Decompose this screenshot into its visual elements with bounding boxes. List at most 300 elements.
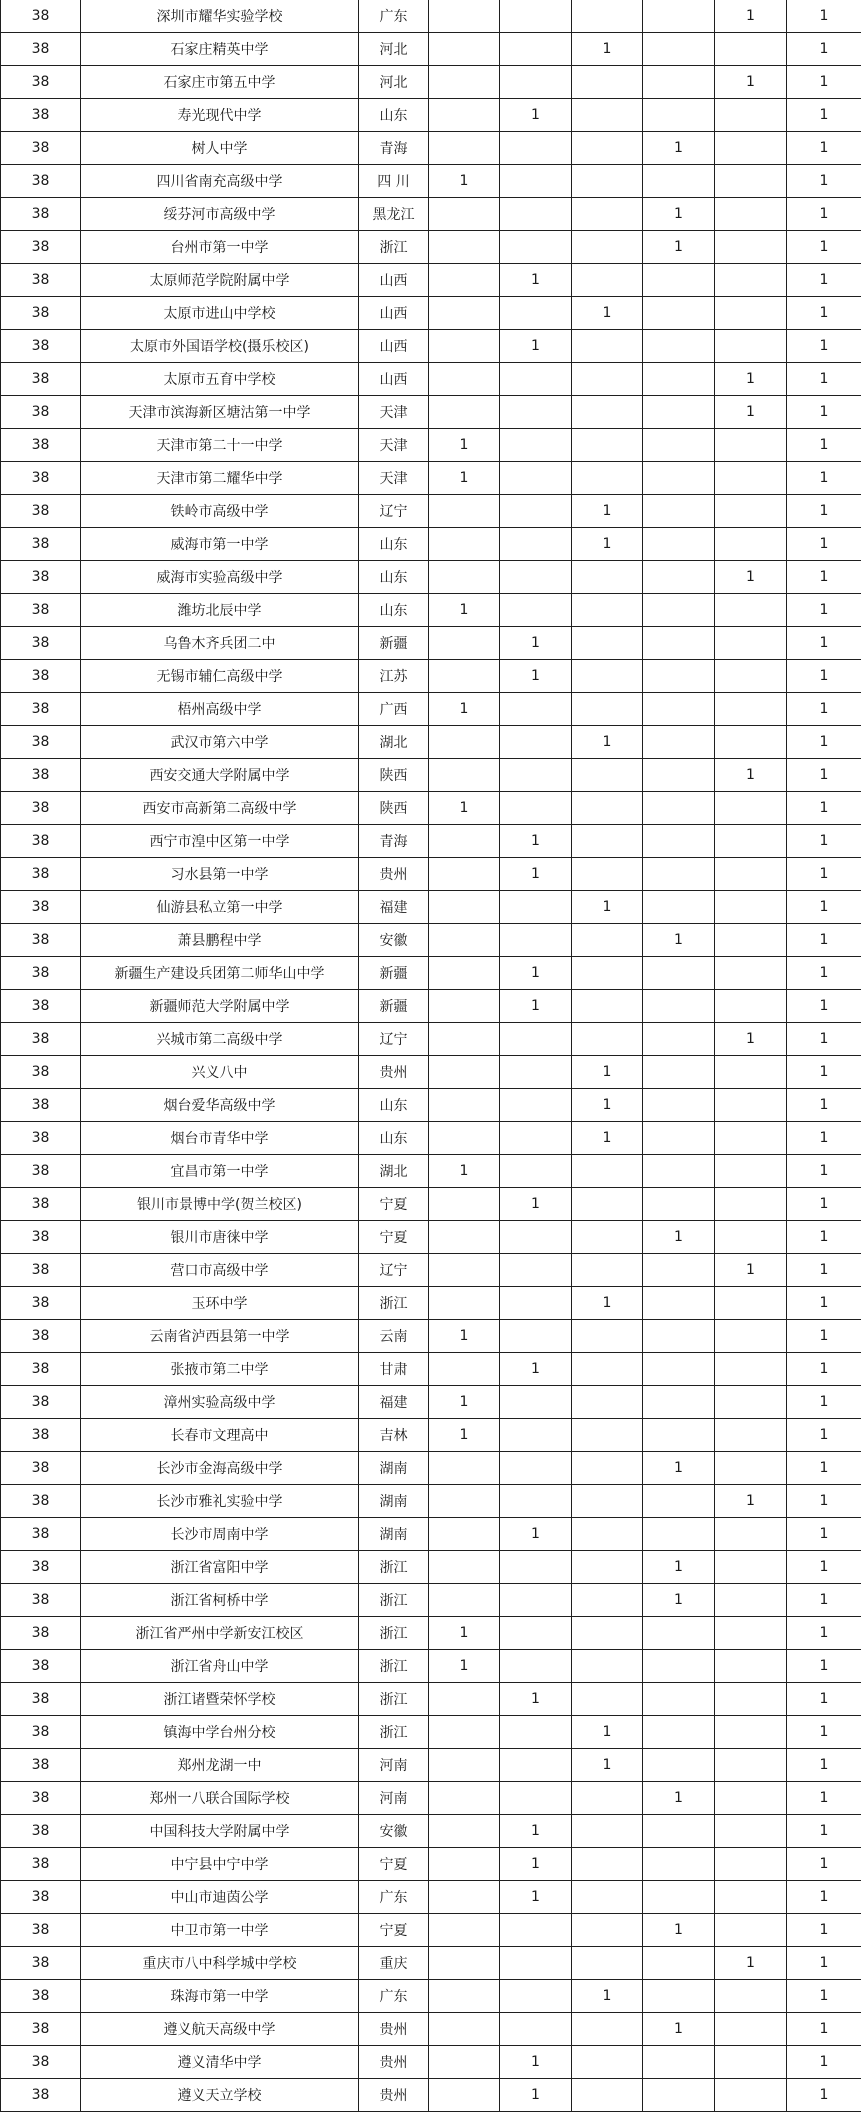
count-col-2-cell: 1 (500, 858, 572, 891)
count-col-2-cell (500, 693, 572, 726)
rank-cell: 38 (1, 858, 81, 891)
school-name-cell: 中宁县中宁中学 (81, 1848, 359, 1881)
school-name-cell: 萧县鹏程中学 (81, 924, 359, 957)
school-name-cell: 浙江省富阳中学 (81, 1551, 359, 1584)
province-cell: 山西 (359, 363, 429, 396)
count-col-5-cell (715, 825, 787, 858)
total-cell: 1 (787, 2079, 861, 2112)
count-col-5-cell: 1 (715, 363, 787, 396)
count-col-4-cell (643, 726, 715, 759)
province-cell: 湖北 (359, 1155, 429, 1188)
count-col-3-cell (572, 627, 643, 660)
count-col-2-cell: 1 (500, 1815, 572, 1848)
count-col-4-cell (643, 1815, 715, 1848)
total-cell: 1 (787, 363, 861, 396)
count-col-5-cell: 1 (715, 66, 787, 99)
province-cell: 辽宁 (359, 1254, 429, 1287)
count-col-5-cell (715, 165, 787, 198)
count-col-3-cell (572, 1947, 643, 1980)
count-col-2-cell (500, 1122, 572, 1155)
count-col-1-cell: 1 (429, 1419, 500, 1452)
count-col-2-cell (500, 561, 572, 594)
count-col-2-cell (500, 429, 572, 462)
school-name-cell: 威海市实验高级中学 (81, 561, 359, 594)
school-name-cell: 四川省南充高级中学 (81, 165, 359, 198)
table-row (1, 1188, 861, 1221)
count-col-2-cell (500, 1419, 572, 1452)
count-col-4-cell (643, 891, 715, 924)
total-cell: 1 (787, 1320, 861, 1353)
count-col-3-cell (572, 1155, 643, 1188)
count-col-3-cell (572, 1683, 643, 1716)
count-col-5-cell (715, 1617, 787, 1650)
count-col-4-cell (643, 957, 715, 990)
count-col-5-cell (715, 1914, 787, 1947)
total-cell: 1 (787, 561, 861, 594)
province-cell: 青海 (359, 132, 429, 165)
count-col-4-cell (643, 1683, 715, 1716)
rank-cell: 38 (1, 1848, 81, 1881)
province-cell: 贵州 (359, 1056, 429, 1089)
count-col-1-cell (429, 99, 500, 132)
rank-cell: 38 (1, 0, 81, 33)
count-col-1-cell (429, 1188, 500, 1221)
table-row (1, 660, 861, 693)
count-col-1-cell (429, 924, 500, 957)
count-col-1-cell (429, 1848, 500, 1881)
count-col-1-cell: 1 (429, 1650, 500, 1683)
count-col-3-cell: 1 (572, 528, 643, 561)
total-cell: 1 (787, 165, 861, 198)
rank-cell: 38 (1, 1749, 81, 1782)
school-name-cell: 中山市迪茵公学 (81, 1881, 359, 1914)
count-col-5-cell (715, 627, 787, 660)
count-col-4-cell (643, 528, 715, 561)
province-cell: 宁夏 (359, 1221, 429, 1254)
count-col-1-cell (429, 198, 500, 231)
count-col-2-cell (500, 1452, 572, 1485)
count-col-1-cell (429, 1089, 500, 1122)
count-col-5-cell (715, 924, 787, 957)
count-col-3-cell (572, 990, 643, 1023)
total-cell: 1 (787, 264, 861, 297)
rank-cell: 38 (1, 792, 81, 825)
rank-cell: 38 (1, 1452, 81, 1485)
count-col-5-cell (715, 1056, 787, 1089)
school-name-cell: 深圳市耀华实验学校 (81, 0, 359, 33)
province-cell: 宁夏 (359, 1914, 429, 1947)
count-col-5-cell (715, 594, 787, 627)
count-col-2-cell (500, 726, 572, 759)
province-cell: 安徽 (359, 1815, 429, 1848)
rank-cell: 38 (1, 198, 81, 231)
province-cell: 新疆 (359, 627, 429, 660)
rank-cell: 38 (1, 396, 81, 429)
count-col-5-cell (715, 1452, 787, 1485)
count-col-1-cell (429, 1881, 500, 1914)
count-col-3-cell (572, 660, 643, 693)
count-col-2-cell (500, 1914, 572, 1947)
count-col-1-cell: 1 (429, 792, 500, 825)
table-row (1, 165, 861, 198)
count-col-5-cell: 1 (715, 0, 787, 33)
province-cell: 新疆 (359, 990, 429, 1023)
table-row (1, 858, 861, 891)
count-col-3-cell: 1 (572, 1980, 643, 2013)
count-col-4-cell (643, 462, 715, 495)
rank-cell: 38 (1, 957, 81, 990)
count-col-4-cell: 1 (643, 231, 715, 264)
count-col-1-cell (429, 1980, 500, 2013)
total-cell: 1 (787, 792, 861, 825)
count-col-1-cell (429, 66, 500, 99)
school-name-cell: 兴义八中 (81, 1056, 359, 1089)
total-cell: 1 (787, 825, 861, 858)
count-col-3-cell (572, 1914, 643, 1947)
school-name-cell: 太原师范学院附属中学 (81, 264, 359, 297)
table-row (1, 1452, 861, 1485)
count-col-3-cell: 1 (572, 297, 643, 330)
table-row (1, 1485, 861, 1518)
count-col-4-cell: 1 (643, 924, 715, 957)
count-col-3-cell (572, 792, 643, 825)
count-col-5-cell (715, 264, 787, 297)
count-col-2-cell: 1 (500, 1881, 572, 1914)
total-cell: 1 (787, 1782, 861, 1815)
total-cell: 1 (787, 198, 861, 231)
total-cell: 1 (787, 66, 861, 99)
count-col-3-cell: 1 (572, 33, 643, 66)
count-col-5-cell (715, 1386, 787, 1419)
school-name-cell: 长春市文理高中 (81, 1419, 359, 1452)
table-row (1, 1551, 861, 1584)
count-col-5-cell (715, 132, 787, 165)
rank-cell: 38 (1, 99, 81, 132)
count-col-5-cell (715, 660, 787, 693)
count-col-5-cell (715, 1551, 787, 1584)
province-cell: 山西 (359, 264, 429, 297)
table-row (1, 1881, 861, 1914)
count-col-3-cell (572, 1386, 643, 1419)
total-cell: 1 (787, 1650, 861, 1683)
province-cell: 河北 (359, 66, 429, 99)
count-col-3-cell (572, 693, 643, 726)
table-row (1, 1815, 861, 1848)
count-col-5-cell (715, 1353, 787, 1386)
count-col-5-cell (715, 792, 787, 825)
province-cell: 陕西 (359, 759, 429, 792)
total-cell: 1 (787, 132, 861, 165)
school-name-cell: 新疆生产建设兵团第二师华山中学 (81, 957, 359, 990)
count-col-3-cell: 1 (572, 1749, 643, 1782)
table-row (1, 198, 861, 231)
rank-cell: 38 (1, 1023, 81, 1056)
province-cell: 山西 (359, 330, 429, 363)
count-col-3-cell (572, 231, 643, 264)
count-col-2-cell: 1 (500, 1188, 572, 1221)
count-col-3-cell (572, 759, 643, 792)
count-col-5-cell: 1 (715, 759, 787, 792)
count-col-5-cell (715, 891, 787, 924)
count-col-2-cell (500, 1287, 572, 1320)
count-col-2-cell (500, 1221, 572, 1254)
count-col-4-cell (643, 1650, 715, 1683)
count-col-5-cell (715, 858, 787, 891)
count-col-4-cell (643, 561, 715, 594)
count-col-5-cell (715, 990, 787, 1023)
count-col-2-cell (500, 1584, 572, 1617)
school-name-cell: 习水县第一中学 (81, 858, 359, 891)
total-cell: 1 (787, 1089, 861, 1122)
count-col-4-cell (643, 1716, 715, 1749)
count-col-2-cell (500, 1089, 572, 1122)
count-col-5-cell (715, 330, 787, 363)
rank-cell: 38 (1, 1221, 81, 1254)
count-col-1-cell: 1 (429, 1155, 500, 1188)
table-row (1, 1419, 861, 1452)
total-cell: 1 (787, 1254, 861, 1287)
count-col-1-cell (429, 528, 500, 561)
province-cell: 河南 (359, 1749, 429, 1782)
table-row (1, 957, 861, 990)
rank-cell: 38 (1, 594, 81, 627)
total-cell: 1 (787, 1386, 861, 1419)
province-cell: 黑龙江 (359, 198, 429, 231)
count-col-1-cell (429, 1452, 500, 1485)
count-col-3-cell (572, 825, 643, 858)
count-col-4-cell (643, 33, 715, 66)
rank-cell: 38 (1, 1155, 81, 1188)
rank-cell: 38 (1, 1815, 81, 1848)
table-row (1, 726, 861, 759)
count-col-4-cell (643, 660, 715, 693)
school-name-cell: 太原市外国语学校(摄乐校区) (81, 330, 359, 363)
count-col-1-cell (429, 495, 500, 528)
rank-cell: 38 (1, 1485, 81, 1518)
count-col-1-cell (429, 2013, 500, 2046)
rank-cell: 38 (1, 132, 81, 165)
province-cell: 山东 (359, 1089, 429, 1122)
table-row (1, 1221, 861, 1254)
count-col-4-cell (643, 1089, 715, 1122)
count-col-2-cell (500, 66, 572, 99)
rank-cell: 38 (1, 1287, 81, 1320)
total-cell: 1 (787, 1155, 861, 1188)
count-col-4-cell (643, 297, 715, 330)
school-name-cell: 遵义天立学校 (81, 2079, 359, 2112)
count-col-4-cell (643, 1287, 715, 1320)
rank-cell: 38 (1, 66, 81, 99)
table-row (1, 1254, 861, 1287)
table-row (1, 1848, 861, 1881)
count-col-2-cell: 1 (500, 99, 572, 132)
rank-cell: 38 (1, 1419, 81, 1452)
count-col-1-cell (429, 132, 500, 165)
count-col-3-cell: 1 (572, 1287, 643, 1320)
total-cell: 1 (787, 594, 861, 627)
total-cell: 1 (787, 957, 861, 990)
rank-cell: 38 (1, 891, 81, 924)
province-cell: 贵州 (359, 2079, 429, 2112)
count-col-2-cell: 1 (500, 330, 572, 363)
rank-cell: 38 (1, 231, 81, 264)
total-cell: 1 (787, 1716, 861, 1749)
table-row (1, 1023, 861, 1056)
count-col-1-cell (429, 2046, 500, 2079)
school-name-cell: 郑州龙湖一中 (81, 1749, 359, 1782)
table-row (1, 891, 861, 924)
count-col-3-cell: 1 (572, 1122, 643, 1155)
rank-cell: 38 (1, 528, 81, 561)
count-col-1-cell (429, 1584, 500, 1617)
count-col-1-cell (429, 561, 500, 594)
count-col-4-cell (643, 1980, 715, 2013)
count-col-2-cell (500, 1320, 572, 1353)
school-name-cell: 西宁市湟中区第一中学 (81, 825, 359, 858)
total-cell: 1 (787, 0, 861, 33)
count-col-5-cell (715, 1287, 787, 1320)
rank-cell: 38 (1, 627, 81, 660)
count-col-5-cell (715, 1650, 787, 1683)
total-cell: 1 (787, 1617, 861, 1650)
count-col-2-cell (500, 1485, 572, 1518)
school-name-cell: 宜昌市第一中学 (81, 1155, 359, 1188)
count-col-1-cell (429, 825, 500, 858)
count-col-4-cell (643, 1947, 715, 1980)
rank-cell: 38 (1, 1386, 81, 1419)
count-col-2-cell (500, 297, 572, 330)
count-col-2-cell (500, 792, 572, 825)
rank-cell: 38 (1, 1122, 81, 1155)
table-row (1, 0, 861, 33)
province-cell: 吉林 (359, 1419, 429, 1452)
count-col-3-cell (572, 330, 643, 363)
count-col-1-cell (429, 264, 500, 297)
count-col-5-cell (715, 1419, 787, 1452)
count-col-5-cell (715, 1155, 787, 1188)
count-col-5-cell (715, 495, 787, 528)
school-name-cell: 银川市唐徕中学 (81, 1221, 359, 1254)
table-row (1, 1617, 861, 1650)
count-col-3-cell (572, 1320, 643, 1353)
count-col-3-cell (572, 1221, 643, 1254)
province-cell: 山东 (359, 1122, 429, 1155)
count-col-1-cell (429, 1947, 500, 1980)
count-col-3-cell (572, 858, 643, 891)
province-cell: 浙江 (359, 1287, 429, 1320)
rank-cell: 38 (1, 561, 81, 594)
count-col-3-cell (572, 66, 643, 99)
table-row (1, 1584, 861, 1617)
count-col-4-cell (643, 825, 715, 858)
count-col-1-cell (429, 1023, 500, 1056)
count-col-3-cell (572, 1452, 643, 1485)
school-name-cell: 天津市第二十一中学 (81, 429, 359, 462)
count-col-1-cell (429, 990, 500, 1023)
table-row (1, 495, 861, 528)
total-cell: 1 (787, 1584, 861, 1617)
rank-cell: 38 (1, 1320, 81, 1353)
count-col-5-cell (715, 1188, 787, 1221)
rank-cell: 38 (1, 1914, 81, 1947)
total-cell: 1 (787, 1551, 861, 1584)
count-col-5-cell (715, 462, 787, 495)
total-cell: 1 (787, 693, 861, 726)
school-name-cell: 绥芬河市高级中学 (81, 198, 359, 231)
province-cell: 广东 (359, 1881, 429, 1914)
count-col-5-cell (715, 1749, 787, 1782)
rank-cell: 38 (1, 2046, 81, 2079)
province-cell: 广东 (359, 1980, 429, 2013)
count-col-5-cell (715, 1815, 787, 1848)
province-cell: 贵州 (359, 858, 429, 891)
school-name-cell: 遵义清华中学 (81, 2046, 359, 2079)
total-cell: 1 (787, 1815, 861, 1848)
count-col-4-cell (643, 396, 715, 429)
count-col-2-cell (500, 1056, 572, 1089)
count-col-2-cell: 1 (500, 660, 572, 693)
count-col-3-cell (572, 462, 643, 495)
total-cell: 1 (787, 1419, 861, 1452)
table-row (1, 1122, 861, 1155)
table-row (1, 1980, 861, 2013)
table-row (1, 2079, 861, 2112)
school-name-cell: 梧州高级中学 (81, 693, 359, 726)
province-cell: 安徽 (359, 924, 429, 957)
total-cell: 1 (787, 726, 861, 759)
count-col-3-cell (572, 99, 643, 132)
rank-cell: 38 (1, 924, 81, 957)
count-col-1-cell: 1 (429, 1320, 500, 1353)
table-row (1, 561, 861, 594)
total-cell: 1 (787, 990, 861, 1023)
count-col-1-cell (429, 1353, 500, 1386)
table-row (1, 1089, 861, 1122)
count-col-2-cell: 1 (500, 1848, 572, 1881)
count-col-4-cell: 1 (643, 1914, 715, 1947)
table-row (1, 330, 861, 363)
count-col-5-cell: 1 (715, 1254, 787, 1287)
total-cell: 1 (787, 1023, 861, 1056)
school-name-cell: 浙江省柯桥中学 (81, 1584, 359, 1617)
province-cell: 重庆 (359, 1947, 429, 1980)
rank-cell: 38 (1, 2013, 81, 2046)
count-col-4-cell (643, 330, 715, 363)
count-col-2-cell (500, 2013, 572, 2046)
count-col-5-cell (715, 99, 787, 132)
count-col-4-cell (643, 1122, 715, 1155)
rank-cell: 38 (1, 990, 81, 1023)
count-col-4-cell (643, 429, 715, 462)
table-row (1, 264, 861, 297)
count-col-2-cell (500, 363, 572, 396)
count-col-3-cell (572, 363, 643, 396)
count-col-1-cell (429, 759, 500, 792)
rank-cell: 38 (1, 1056, 81, 1089)
rank-cell: 38 (1, 693, 81, 726)
total-cell: 1 (787, 1749, 861, 1782)
count-col-1-cell (429, 330, 500, 363)
school-name-cell: 铁岭市高级中学 (81, 495, 359, 528)
rank-cell: 38 (1, 297, 81, 330)
table-row (1, 1683, 861, 1716)
count-col-4-cell: 1 (643, 1551, 715, 1584)
count-col-4-cell (643, 0, 715, 33)
table-row (1, 2013, 861, 2046)
total-cell: 1 (787, 627, 861, 660)
table-row (1, 231, 861, 264)
count-col-5-cell: 1 (715, 561, 787, 594)
